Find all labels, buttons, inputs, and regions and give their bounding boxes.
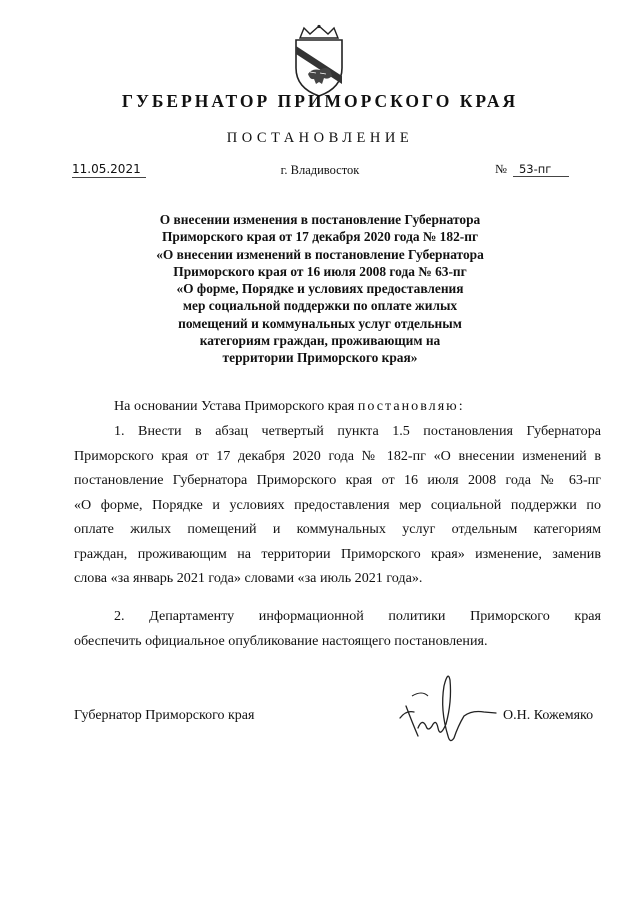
paragraph-2 — [74, 604, 601, 653]
title-line: «О внесении изменений в постановление Губернатора — [156, 246, 484, 262]
title-line: категориям граждан, проживающим на — [199, 333, 441, 349]
paragraph-line: 2. Департаменту информационной политики Приморского края — [114, 608, 601, 624]
paragraph-line: Приморского края от 17 декабря 2020 года № 182-пг «О внесении изменений в — [74, 447, 601, 464]
title-line: мер социальной поддержки по оплате жилых — [182, 298, 458, 314]
title-line: О внесении изменения в постановление Губернатора — [159, 212, 481, 227]
paragraph-line: 1. Внести в абзац четвертый пункта 1.5 постановления Губернатора — [114, 423, 601, 439]
intro-line — [74, 394, 601, 419]
paragraph-line: слова «за январь 2021 года» словами «за июль 2021 года». — [74, 570, 423, 586]
title-line: помещений и коммунальных услуг отдельным — [178, 315, 462, 331]
intro-suffix: : — [458, 398, 463, 414]
intro-paragraph — [74, 394, 601, 419]
paragraph-line: «О форме, Порядке и условиях предоставления мер социальной поддержки по — [74, 496, 601, 513]
paragraph-line: граждан, проживающим на территории Приморского края» изменение, заменив — [74, 545, 601, 562]
number-value: 53-пг — [513, 162, 569, 177]
document-title — [90, 211, 550, 367]
handwritten-signature — [392, 666, 500, 748]
document-date: 11.05.2021 — [72, 162, 146, 178]
title-line: Приморского края от 16 июля 2008 года № 63-пг — [173, 263, 467, 279]
title-line: Приморского края от 17 декабря 2020 года № 182-пг — [161, 229, 479, 245]
paragraph-line: оплате жилых помещений и коммунальных услуг отдельным категориям — [74, 521, 601, 537]
document-number — [495, 162, 569, 177]
issuing-authority: ГУБЕРНАТОР ПРИМОРСКОГО КРАЯ — [121, 91, 519, 111]
number-label: № — [495, 162, 507, 176]
paragraph-line: обеспечить официальное опубликование настоящего постановления. — [74, 632, 488, 649]
intro-prefix: На основании Устава Приморского края — [114, 398, 358, 414]
paragraph-line: постановление Губернатора Приморского края от 16 июля 2008 года № 63-пг — [74, 472, 601, 488]
document-city: г. Владивосток — [280, 163, 360, 177]
title-line: территории Приморского края» — [222, 350, 418, 366]
document-type: ПОСТАНОВЛЕНИЕ — [226, 130, 414, 146]
paragraph-1 — [74, 419, 601, 591]
signatory-name: О.Н. Кожемяко — [503, 708, 594, 723]
coat-of-arms-icon — [286, 24, 352, 98]
signatory-position: Губернатор Приморского края — [74, 708, 255, 723]
intro-keyword: постановляю — [357, 398, 459, 414]
title-line: «О форме, Порядке и условиях предоставления — [176, 281, 464, 297]
